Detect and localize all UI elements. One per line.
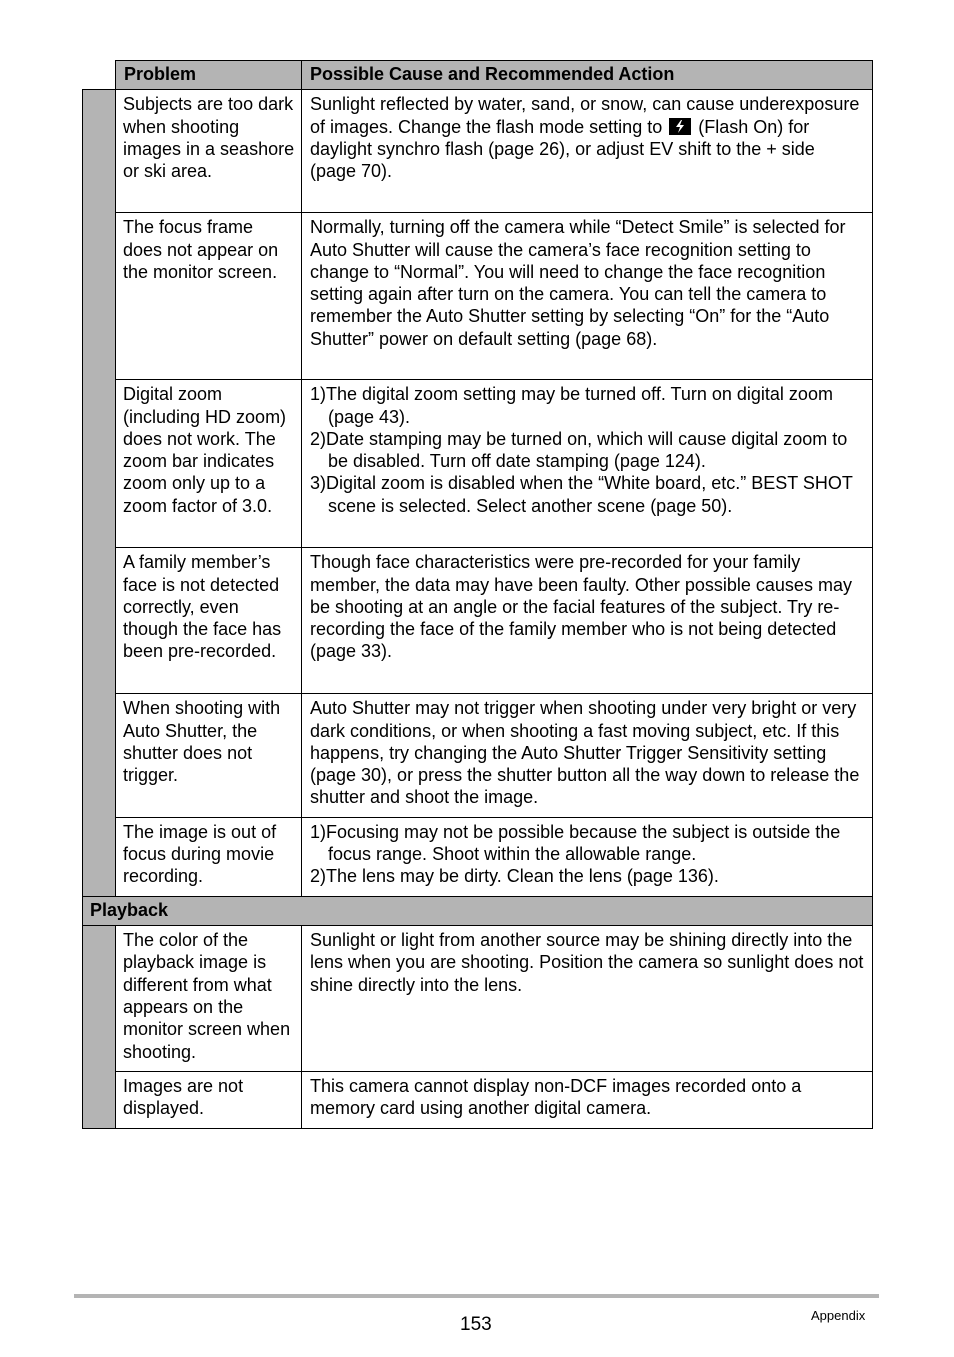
problem-cell: The image is out of focus during movie recording. (116, 817, 302, 896)
table-row (83, 90, 873, 213)
action-list-item: 1)Focusing may not be possible because the subject is outside the focus range. Shoot within the allowable range. (310, 821, 841, 865)
problem-cell: Subjects are too dark when shooting images in a seashore or ski area. (116, 90, 302, 213)
flash-on-icon (669, 118, 691, 135)
playback-category-label: Playback (83, 896, 873, 925)
action-cell: Normally, turning off the camera while “Detect Smile” is selected for Auto Shutter will cause the camera’s face recognition setting to change to “Normal”. You will need to change the face recognition setting again after turn on the camera. You can tell the camera to remember the Auto Shutter setting by selecting “On” for the “Auto Shutter” power on default setting (page 68). (302, 213, 873, 380)
problem-cell: Digital zoom (including HD zoom) does not work. The zoom bar indicates zoom only up to a zoom factor of 3.0. (116, 380, 302, 548)
action-cell: This camera cannot display non-DCF images recorded onto a memory card using another digital camera. (302, 1072, 873, 1129)
category-row (83, 896, 873, 925)
problem-cell: The color of the playback image is different from what appears on the monitor screen when shooting. (116, 926, 302, 1072)
action-list-item: 2)Date stamping may be turned on, which will cause digital zoom to be disabled. Turn off date stamping (page 124). (310, 428, 848, 472)
action-text: Sunlight reflected by water, sand, or snow, can cause underexposure of images. Change the flash mode setting to (310, 94, 860, 137)
shooting-category-bar (83, 90, 116, 896)
table-row (83, 548, 873, 694)
action-cell (302, 817, 873, 896)
action-cell (302, 380, 873, 548)
action-cell (302, 90, 873, 213)
action-list-item: 2)The lens may be dirty. Clean the lens (page 136). (310, 866, 719, 887)
table-row (83, 380, 873, 548)
table-row (83, 817, 873, 896)
playback-category-bar (83, 926, 116, 1129)
table-header-row (83, 61, 873, 90)
problem-cell: The focus frame does not appear on the monitor screen. (116, 213, 302, 380)
action-list-item: 1)The digital zoom setting may be turned off. Turn on digital zoom (page 43). (310, 384, 833, 427)
action-list-item: 3)Digital zoom is disabled when the “White board, etc.” BEST SHOT scene is selected. Select another scene (page 50). (310, 473, 853, 516)
troubleshooting-table (82, 60, 873, 1129)
problem-cell: When shooting with Auto Shutter, the shutter does not trigger. (116, 694, 302, 817)
page-number: 153 (460, 1314, 492, 1335)
table-row (83, 694, 873, 817)
header-corner (83, 61, 116, 90)
table-row (83, 1072, 873, 1129)
footer-rule (74, 1294, 879, 1298)
action-column-header: Possible Cause and Recommended Action (302, 61, 873, 90)
action-cell: Sunlight or light from another source may be shining directly into the lens when you are shooting. Position the camera so sunlight does not shine directly into the lens. (302, 926, 873, 1072)
section-label: Appendix (811, 1308, 866, 1323)
problem-column-header: Problem (116, 61, 302, 90)
table-row (83, 213, 873, 380)
table-row (83, 926, 873, 1072)
problem-cell: A family member’s face is not detected correctly, even though the face has been pre-recorded. (116, 548, 302, 694)
action-text: (Flash On) for daylight synchro flash (page 26), or adjust EV shift to the + side (page 70). (310, 116, 815, 182)
action-cell: Auto Shutter may not trigger when shooting under very bright or very dark conditions, or when shooting a fast moving subject, etc. If this happens, try changing the Auto Shutter Trigger Sensitivity setting (page 30), or press the shutter button all the way down to release the shutter and shoot the image. (302, 694, 873, 817)
problem-cell: Images are not displayed. (116, 1072, 302, 1129)
action-cell: Though face characteristics were pre-recorded for your family member, the data may have been faulty. Other possible causes may be shooting at an angle or the facial features of the subject. Try re-recording the face of the family member who is not being detected (page 33). (302, 548, 873, 694)
